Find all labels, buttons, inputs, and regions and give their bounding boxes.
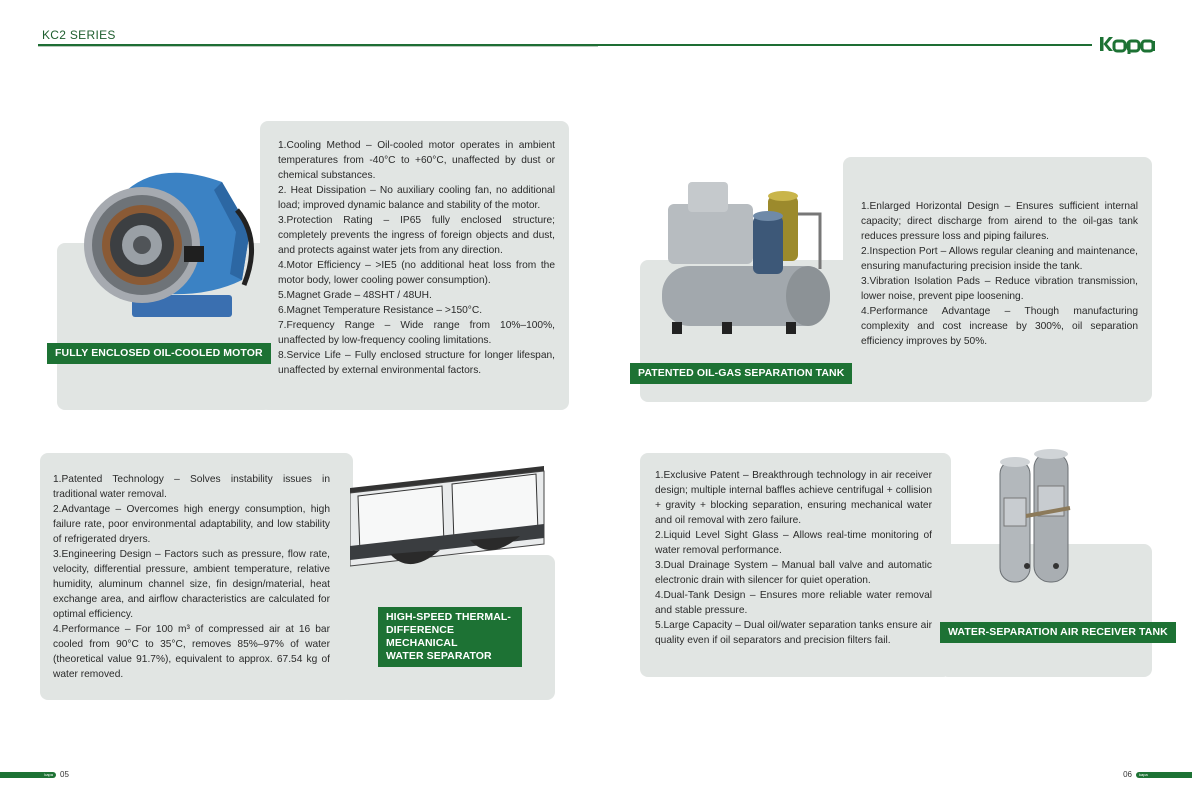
footer-right-tag: kapa — [1139, 771, 1148, 777]
page-number-right: 06 — [1123, 770, 1132, 779]
separator-feature-list — [53, 472, 330, 682]
motor-feature-6: 6.Magnet Temperature Resistance – >150°C. — [278, 305, 483, 316]
receiver-feature-list — [655, 468, 932, 648]
tank-label: PATENTED OIL-GAS SEPARATION TANK — [630, 363, 852, 384]
motor-feature-7: 7.Frequency Range – Wide range from 10%–100%, unaffected by low-frequency cooling limitations. — [278, 320, 555, 346]
tank-feature-3: 3.Vibration Isolation Pads – Reduce vibration transmission, lower noise, prevent pipe loosening. — [861, 276, 1138, 302]
kapa-logo — [1098, 34, 1160, 54]
tank-feature-1: 1.Enlarged Horizontal Design – Ensures sufficient internal capacity; direct discharge from airend to the oil-gas tank reduces pressure loss and piping failures. — [861, 201, 1138, 242]
separator-label-line-2: DIFFERENCE MECHANICAL — [386, 624, 458, 649]
separator-feature-1: 1.Patented Technology – Solves instability issues in traditional water removal. — [53, 474, 330, 500]
tank-feature-4: 4.Performance Advantage – Though manufacturing complexity and cost increase by 300%, oil separation efficiency improves by 50%. — [861, 306, 1138, 347]
separator-feature-3: 3.Engineering Design – Factors such as pressure, flow rate, velocity, differential pressure, ambient temperature, relative humidity, aluminum channel size, fin design/material, heat exchange area, and airflow characteristics are calculated for optimal efficiency. — [53, 549, 330, 620]
oil-cooled-motor-icon — [72, 150, 262, 322]
footer-right — [1123, 770, 1192, 779]
receiver-feature-4: 4.Dual-Tank Design – Ensures more reliable water removal and stable pressure. — [655, 590, 932, 616]
separator-feature-4: 4.Performance – For 100 m³ of compressed air at 16 bar cooled from 90°C to 35°C, removes 85%–97% of water (theoretical value 91.7%), equivalent to approx. 67.54 kg of water removed. — [53, 624, 330, 680]
page-number-left: 05 — [60, 770, 69, 779]
receiver-feature-2: 2.Liquid Level Sight Glass – Allows real-time monitoring of water removal performance. — [655, 530, 932, 556]
separator-label-line-1: HIGH-SPEED THERMAL- — [386, 611, 511, 623]
motor-feature-5: 5.Magnet Grade – 48SHT / 48UH. — [278, 290, 432, 301]
water-separator-icon — [350, 466, 550, 571]
motor-feature-2: 2. Heat Dissipation – No auxiliary cooling fan, no additional load; improved dynamic balance and stability of the motor. — [278, 185, 555, 211]
motor-feature-list — [278, 138, 555, 378]
series-title: KC2 SERIES — [42, 28, 116, 42]
separator-label — [378, 607, 522, 667]
receiver-feature-3: 3.Dual Drainage System – Manual ball valve and automatic electronic drain with silencer for quiet operation. — [655, 560, 932, 586]
receiver-feature-1: 1.Exclusive Patent – Breakthrough technology in air receiver design; multiple internal baffles achieve centrifugal + collision + gravity + blocking separation, ensuring mechanical water and oil removal with zero failure. — [655, 470, 932, 526]
header-rule-thin — [38, 46, 598, 47]
footer-left-tag: kapa — [44, 771, 53, 777]
motor-feature-8: 8.Service Life – Fully enclosed structure for longer lifespan, unaffected by external environmental factors. — [278, 350, 555, 376]
separator-feature-2: 2.Advantage – Overcomes high energy consumption, high failure rate, poor environmental adaptability, and low stability of refrigerated dryers. — [53, 504, 330, 545]
motor-feature-1: 1.Cooling Method – Oil-cooled motor operates in ambient temperatures from -40°C to +60°C, unaffected by dust or chemical substances. — [278, 140, 555, 181]
motor-feature-3: 3.Protection Rating – IP65 fully enclosed structure; completely prevents the ingress of foreign objects and dust, and protects against water jets from any direction. — [278, 215, 555, 256]
tank-feature-list — [861, 199, 1138, 349]
motor-feature-4: 4.Motor Efficiency – >IE5 (no additional heat loss from the motor body, lower cooling power consumption). — [278, 260, 555, 286]
footer-left-bar — [0, 772, 56, 778]
air-receiver-tank-icon — [990, 446, 1080, 586]
tank-feature-2: 2.Inspection Port – Allows regular cleaning and maintenance, ensuring manufacturing precision inside the tank. — [861, 246, 1138, 272]
receiver-feature-5: 5.Large Capacity – Dual oil/water separation tanks ensure air quality even if oil separators and precision filters fail. — [655, 620, 932, 646]
separator-label-line-3: WATER SEPARATOR — [386, 650, 492, 662]
oil-gas-separation-tank-icon — [648, 174, 838, 340]
footer-right-bar — [1136, 772, 1192, 778]
footer-left — [0, 770, 69, 779]
receiver-label: WATER-SEPARATION AIR RECEIVER TANK — [940, 622, 1176, 643]
motor-label: FULLY ENCLOSED OIL-COOLED MOTOR — [47, 343, 271, 364]
